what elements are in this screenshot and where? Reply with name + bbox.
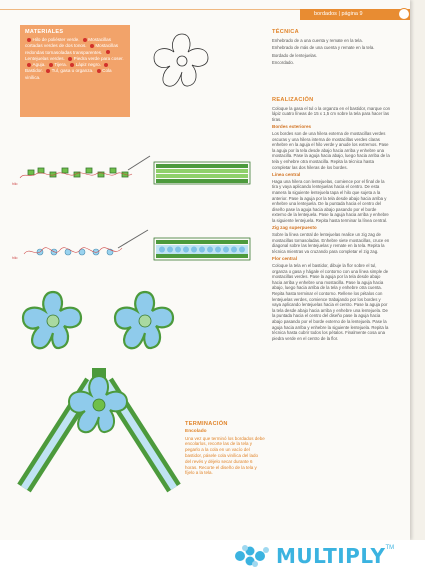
- technique-line: Enhebrado de a una cuenta y remate en la tela.: [272, 37, 363, 43]
- central-line-illustration: [10, 222, 260, 272]
- section-heading: Bordes exteriores: [272, 124, 312, 130]
- bullet-icon: [90, 44, 94, 48]
- bullet-icon: [83, 38, 87, 42]
- multiply-logo-text: MULTIPLY: [276, 544, 386, 568]
- materials-item: Hilo de poliéster verde.: [32, 37, 80, 42]
- section-text: Haga una hilera con lentejuelas, comience por el final de la tira y vaya aplicando lentejuelas hacia el centro. De esta manera la siguiente lentejuela tapa el hilo que sujeta a la anterior. Pase la aguja por la tela desde abajo hacia arriba y enhebre una lentejuela. De la puntada hacia el centro del diseño pase la aguja hacia abajo pasando por el borde externo de la lentejuela. Pase la aguja hacia arriba y enhebre la siguiente lentejuela. Repita hasta terminar la línea central.: [272, 178, 389, 223]
- materials-list: [25, 37, 125, 81]
- bullet-icon: [27, 38, 31, 42]
- technique-section: [272, 30, 390, 68]
- section-heading: Flor central: [272, 256, 298, 262]
- realization-title: REALIZACIÓN: [272, 97, 314, 103]
- flower-pattern-outline: [148, 28, 216, 94]
- top-rule: [0, 9, 300, 10]
- technique-line: Bordado de lentejuelas.: [272, 52, 318, 58]
- termination-subtitle: Encolado: [185, 428, 207, 434]
- termination-text: Una vez que terminó los bordados debe encolarlos, recorte las de la tela y pegarlo a la cola en un vacío del bastidor, pásele cola vinílica del lado del revés y déjelo secar durante 6 horas. Recorte el diseño de la tela y fíjelo a la tela.: [185, 435, 265, 476]
- realization-intro: Coloque la gasa el tul o la organza en el bastidor, marque con lápiz cuatro líneas de 15 x 1,5 cm sobre la tela para hacer las tiras.: [272, 105, 391, 122]
- flower-beaded-right: [110, 288, 180, 354]
- materials-item: Mostacillas cortadas verdes de dos tonos.: [25, 37, 111, 49]
- bullet-icon: [27, 63, 31, 67]
- bullet-icon: [68, 57, 72, 61]
- multiply-logo-tm: TM: [385, 545, 395, 551]
- materials-item: Lápiz negro.: [75, 62, 101, 68]
- multiply-dots-icon: [232, 544, 272, 568]
- bullet-icon: [97, 69, 101, 73]
- materials-item: Bastidor.: [25, 68, 43, 74]
- header-dot: [398, 8, 410, 20]
- materials-item: Cola vinílica.: [25, 68, 112, 80]
- bullet-icon: [70, 63, 74, 67]
- section-heading: Zig zag superpuesto: [272, 225, 317, 231]
- bullet-icon: [106, 50, 110, 54]
- header-page-label: página 9: [341, 11, 363, 17]
- section-text: Los bordes son de una hilera externa de mostacillas verdes oscuras y una hilera interna de mostacillas verdes claras enhebre en la aguja el hilo verde y anude los extremos. Pase la aguja por la tela desde abajo hacia arriba y enhebre una mostacilla. Pase la aguja hacia abajo, luego hacia arriba de la tela y enhebre otra mostacilla. Repita la técnica hasta completar las dos hileras de los bordes.: [272, 130, 390, 170]
- bullet-icon: [104, 63, 108, 67]
- termination-title: TERMINACIÓN: [185, 421, 228, 427]
- technique-line: Enhebrado de más de una cuenta y remate en la tela.: [272, 45, 375, 51]
- multiply-logo: [232, 542, 394, 570]
- bullet-icon: [49, 63, 53, 67]
- materials-item: Tijera.: [54, 62, 67, 68]
- flower-beaded-left: [18, 288, 88, 354]
- bullet-icon: [46, 69, 50, 73]
- materials-item: Piedra verde para coser.: [73, 55, 124, 61]
- header-section: bordados: [314, 11, 337, 17]
- section-heading: Línea central: [272, 172, 301, 178]
- section-text: Sobre la línea central de lentejuelas realice un zig zag de mostacillas tornasoladas. Enhebre siete mostacillas, cruce en diagonal sobre las lentejuelas y remate en la tela. Repita la técnica mientras va cruzando para completar el zig zag.: [272, 232, 390, 254]
- technique-title: TÉCNICA: [272, 29, 299, 35]
- borders-step-illustration: [10, 148, 260, 198]
- materials-item: Mostacillas redondas tornasoladas transparentes.: [25, 43, 119, 55]
- realization-section: [272, 98, 390, 343]
- thread-label: hilo: [12, 182, 18, 186]
- header-bar: bordados | página 9: [300, 9, 410, 20]
- section-text: Coloque la tela en el bastidor, dibuje la flor sobre el tul, organza o gasa y hágale el contorno con una línea simple de mostacillas verdes. Pase la aguja por la tela desde abajo hacia arriba y enhebre una mostacilla. Pase la aguja hacia abajo, luego hacia arriba de la tela y enhebre otra cuenta. Repita hasta terminar el contorno. Rellene los pétalos con lentejuelas verdes, comience trabajando por los bordes y vaya aplicando lentejuelas hacia el centro. Pase la aguja por la tela desde abajo hacia arriba y enhebre una lentejuela. De la puntada hacia el centro del diseño pase la aguja hacia abajo pasando por el borde externo de la lentejuela. Pase la aguja hacia arriba y enhebre la siguiente lentejuela. Repita la técnica hasta cubrir todos los pétalos. Finalmente cosa una piedra verde en el centro de la flor.: [272, 263, 389, 341]
- materials-item: Tul, gasa u organza.: [51, 68, 94, 74]
- materials-item: Aguja.: [32, 62, 46, 68]
- thread-label: hilo: [12, 256, 18, 260]
- materials-box: [20, 25, 130, 117]
- finished-v-piece: [14, 360, 184, 510]
- termination-section: [185, 422, 265, 476]
- technique-line: Encordado.: [272, 60, 294, 66]
- materials-item: Lentejuelas verdes.: [25, 55, 65, 61]
- materials-title: MATERIALES: [25, 29, 64, 35]
